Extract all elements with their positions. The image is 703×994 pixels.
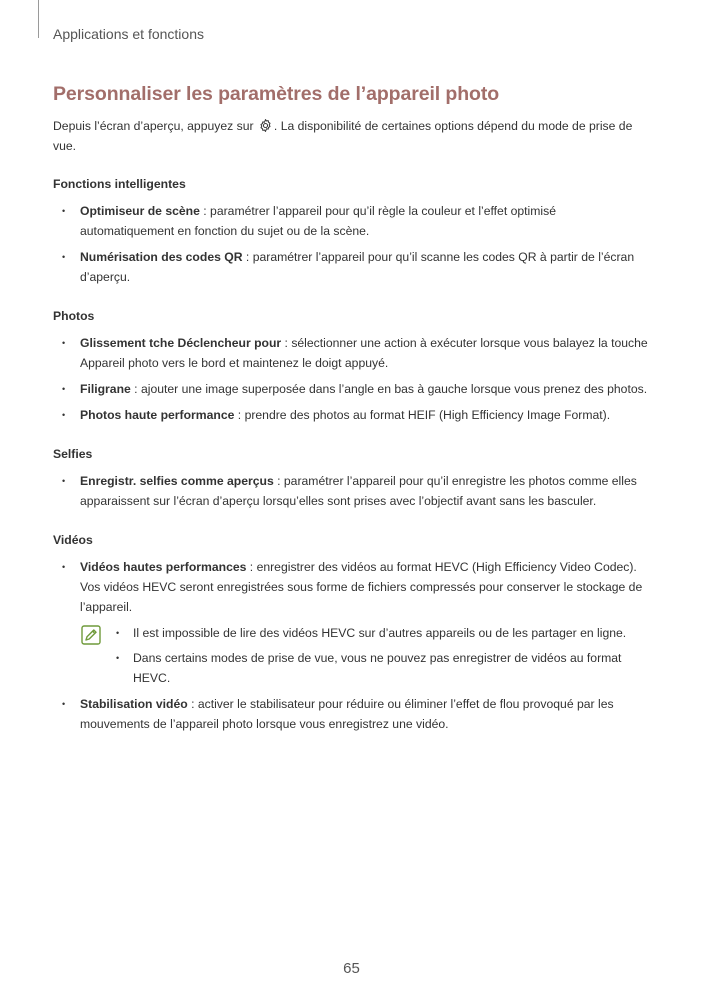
item-term: Enregistr. selfies comme aperçus [80, 474, 274, 488]
item-text: : ajouter une image superposée dans l’angle en bas à gauche lorsque vous prenez des photos. [130, 382, 648, 396]
item-text: : sélectionner une action à exécuter lorsque vous balayez la touche Appareil photo vers le bord et maintenez le doigt appuyé. [80, 336, 648, 370]
item-term: Numérisation des codes QR [80, 250, 243, 264]
note-item: • Il est impossible de lire des vidéos HEVC sur d’autres appareils ou de les partager en ligne. [107, 623, 653, 643]
list-item [53, 405, 653, 425]
section-list-videos [53, 557, 653, 617]
note-item: • Dans certains modes de prise de vue, vous ne pouvez pas enregistrer de vidéos au format HEVC. [107, 648, 653, 688]
item-term: Glissement tche Déclencheur pour [80, 336, 282, 350]
item-text: : enregistrer des vidéos au format HEVC (High Efficiency Video Codec). Vos vidéos HEVC seront enregistrées sous forme de fichiers compressés pour conserver le stockage de l’appareil. [80, 560, 643, 614]
page-title: Personnaliser les paramètres de l’appareil photo [53, 83, 500, 105]
item-term: Vidéos hautes performances [80, 560, 247, 574]
intro-text-before: Depuis l’écran d’aperçu, appuyez sur [53, 119, 257, 133]
gear-icon [258, 118, 273, 133]
list-item [53, 379, 653, 399]
section-title-smart: Fonctions intelligentes [53, 177, 186, 191]
page-number: 65 [343, 960, 360, 977]
intro-text-after: . La disponibilité de certaines options dépend du mode de prise de vue. [53, 119, 633, 153]
header-divider [38, 0, 39, 38]
section-list-photos [53, 333, 653, 425]
item-text: : paramétrer l’appareil pour qu’il règle la couleur et l’effet optimisé automatiquement en fonction du sujet ou de la scène. [80, 204, 556, 238]
item-text: : prendre des photos au format HEIF (High Efficiency Image Format). [234, 408, 611, 422]
item-term: Filigrane [80, 382, 131, 396]
section-title-selfies: Selfies [53, 447, 93, 461]
item-term: Optimiseur de scène [80, 204, 200, 218]
note-box [80, 623, 653, 688]
list-item [53, 247, 653, 287]
list-item [53, 471, 653, 511]
page-content [53, 116, 653, 740]
note-pencil-icon [81, 625, 101, 645]
section-list-selfies [53, 471, 653, 511]
item-term: Photos haute performance [80, 408, 235, 422]
note-list [107, 623, 653, 688]
list-item [53, 333, 653, 373]
section-title-photos: Photos [53, 309, 95, 323]
item-text: : paramétrer l’appareil pour qu’il enregistre les photos comme elles apparaissent sur l’écran d’aperçu lorsqu’elles sont prises avec l’objectif avant sans les basculer. [80, 474, 637, 508]
list-item [53, 557, 653, 617]
section-list-videos-cont [53, 694, 653, 734]
section-list-smart [53, 201, 653, 287]
list-item [53, 694, 653, 734]
intro-paragraph [53, 116, 653, 156]
item-term: Stabilisation vidéo [80, 697, 188, 711]
running-header: Applications et fonctions [53, 26, 204, 42]
section-title-videos: Vidéos [53, 533, 93, 547]
list-item [53, 201, 653, 241]
item-text: : paramétrer l’appareil pour qu’il scanne les codes QR à partir de l’écran d’aperçu. [80, 250, 635, 284]
item-text: : activer le stabilisateur pour réduire ou éliminer l’effet de flou provoqué par les mouvements de l’appareil photo lorsque vous enregistrez une vidéo. [80, 697, 614, 731]
